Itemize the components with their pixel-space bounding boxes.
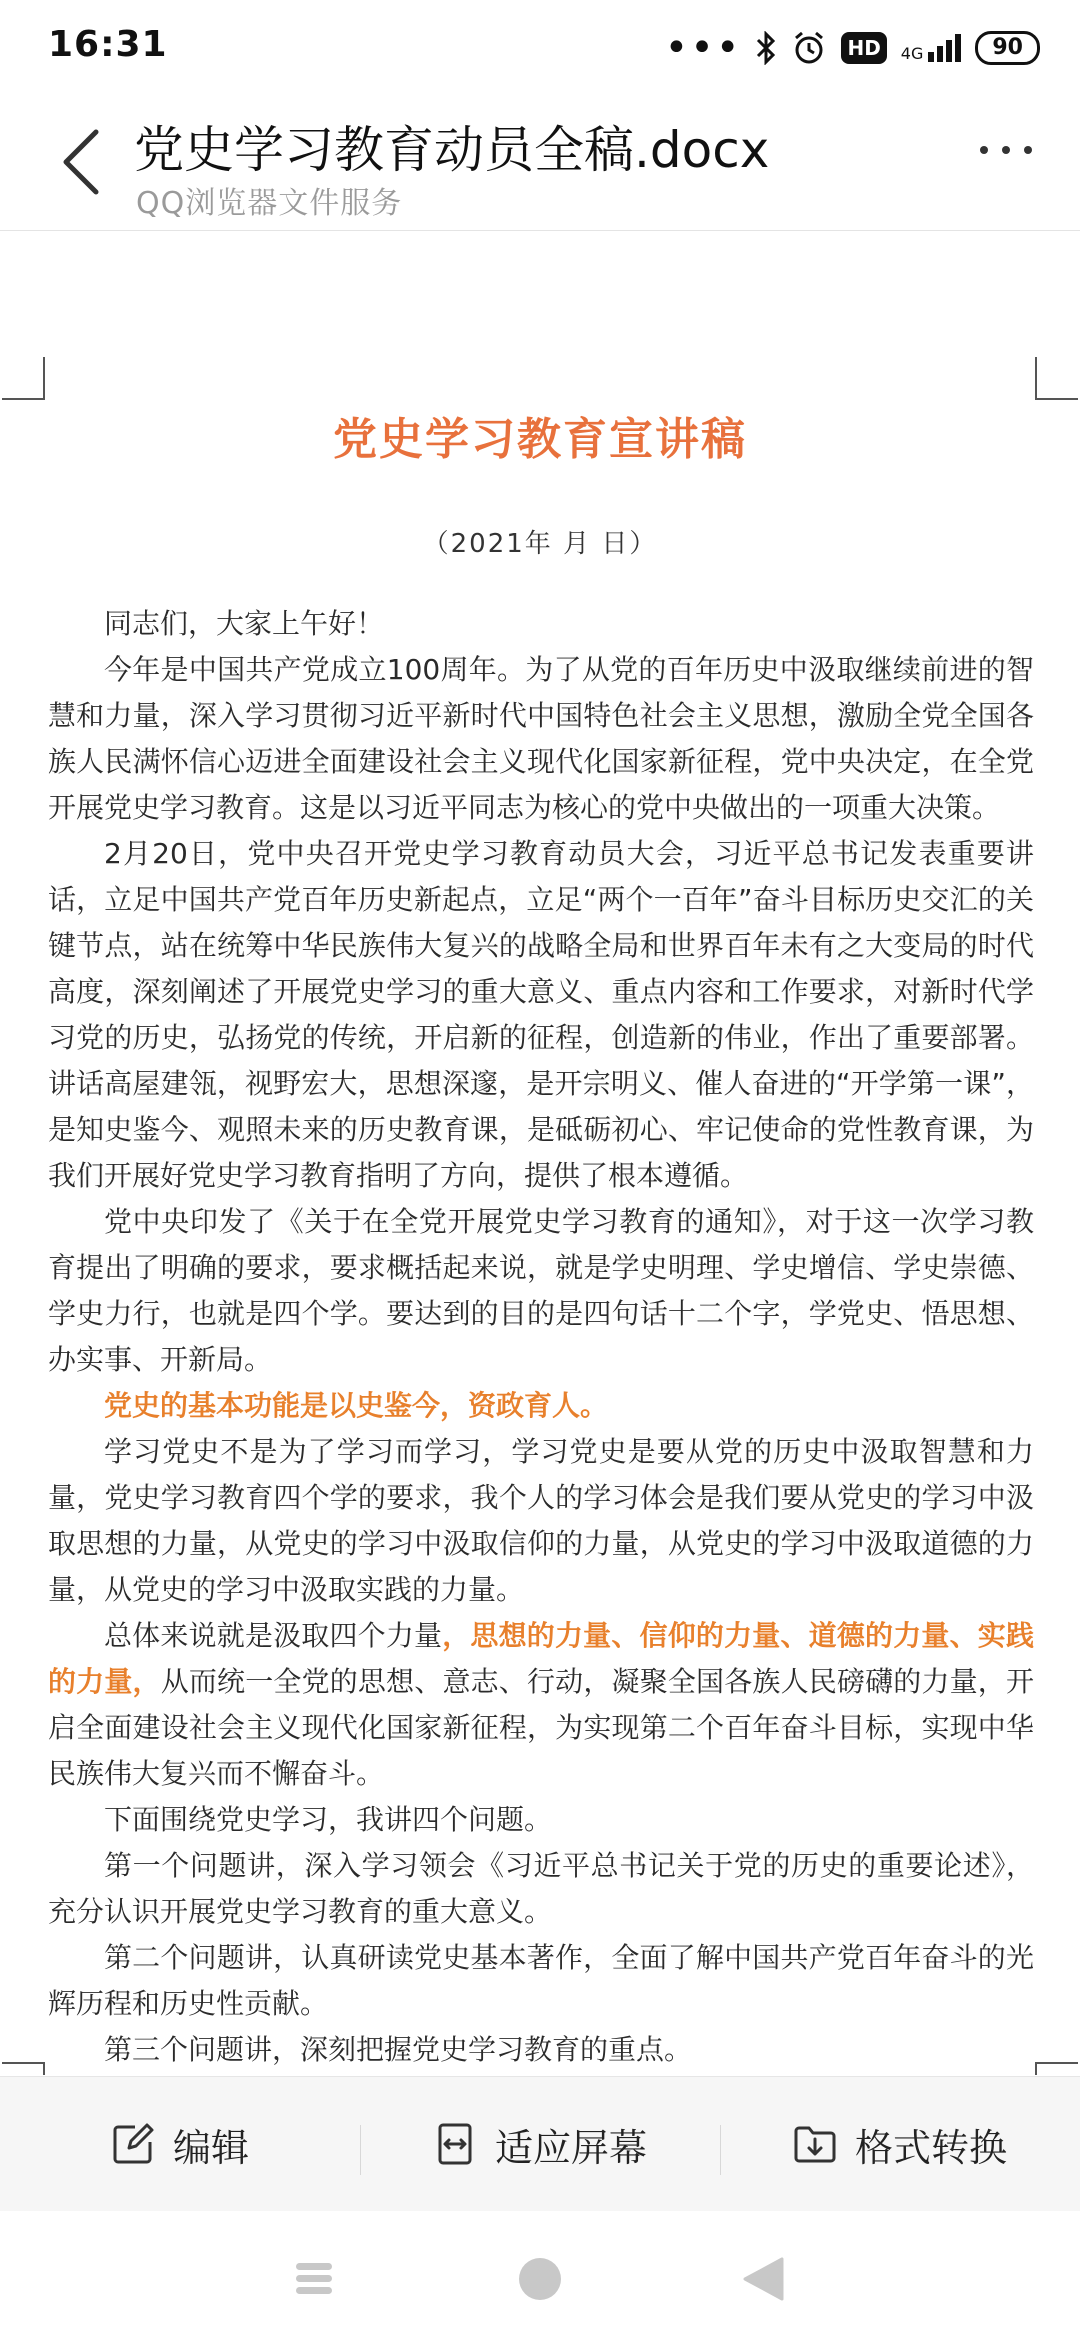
back-nav-icon[interactable] (742, 2257, 784, 2301)
paragraph: 党中央印发了《关于在全党开展党史学习教育的通知》，对于这一次学习教育提出了明确的要求，要求概括起来说，就是学史明理、学史增信、学史崇德、学史力行，也就是四个学。要达到的目的是四句话十二个字，学党史、悟思想、办实事、开新局。 (48, 1205, 1034, 1376)
crop-mark-top-left (2, 357, 46, 401)
highlight-text: ，思想的力量、信仰的力量、道德的力量、实践的力量， (48, 1619, 1034, 1698)
paragraph-text: 从而统一全党的思想、意志、行动，凝聚全国各族人民磅礴的力量，开启全面建设社会主义现代化国家新征程，为实现第二个百年奋斗目标，实现中华民族伟大复兴而不懈奋斗。 (48, 1665, 1034, 1790)
back-arrow-icon[interactable] (52, 122, 112, 202)
signal-icon (901, 34, 962, 62)
folder-download-icon (793, 2122, 837, 2166)
more-notifications-icon: ••• (664, 25, 742, 71)
hd-badge: HD (841, 32, 886, 64)
paragraph-text: 总体来说就是汲取四个力量 (104, 1619, 443, 1652)
status-icons (665, 24, 1040, 72)
crop-mark-bottom-right (1034, 2061, 1078, 2075)
paragraph (48, 2073, 1034, 2075)
battery-indicator: 90 (975, 31, 1040, 65)
file-title: 党史学习教育动员全稿.docx (134, 121, 770, 179)
format-convert-button[interactable] (720, 2117, 1080, 2172)
status-time: 16:31 (48, 24, 168, 65)
fit-screen-button[interactable] (360, 2117, 720, 2172)
highlight-paragraph: 党史的基本功能是以史鉴今，资政育人。 (104, 1389, 609, 1422)
paragraph: 学习党史不是为了学习而学习，学习党史是要从党的历史中汲取智慧和力量，党史学习教育四个学的要求，我个人的学习体会是我们要从党史的学习中汲取思想的力量，从党史的学习中汲取信仰的力量，从党史的学习中汲取道德的力量，从党史的学习中汲取实践的力量。 (48, 1435, 1034, 1606)
alarm-icon (791, 30, 827, 66)
bluetooth-icon (755, 31, 777, 65)
home-icon[interactable] (518, 2257, 562, 2301)
document-viewer[interactable] (0, 231, 1080, 2075)
edit-label: 编辑 (172, 2125, 249, 2170)
format-convert-label: 格式转换 (854, 2125, 1007, 2170)
paragraph: 2月20日，党中央召开党史学习教育动员大会，习近平总书记发表重要讲话，立足中国共产党百年历史新起点，立足“两个一百年”奋斗目标历史交汇的关键节点，站在统筹中华民族伟大复兴的战略全局和世界百年未有之大变局的时代高度，深刻阐述了开展党史学习的重大意义、重点内容和工作要求，对新时代学习党的历史，弘扬党的传统，开启新的征程，创造新的伟业，作出了重要部署。讲话高屋建瓴，视野宏大，思想深邃，是开宗明义、催人奋进的“开学第一课”，是知史鉴今、观照未来的历史教育课，是砥砺初心、牢记使命的党性教育课，为我们开展好党史学习教育指明了方向，提供了根本遵循。 (48, 837, 1034, 1192)
fit-screen-icon (433, 2122, 477, 2166)
network-type: 4G (900, 44, 924, 63)
paragraph: 下面围绕党史学习，我讲四个问题。 (104, 1803, 553, 1836)
more-menu-icon[interactable] (980, 146, 1032, 154)
paragraph: 第二个问题讲，认真研读党史基本著作，全面了解中国共产党百年奋斗的光辉历程和历史性贡献。 (48, 1941, 1034, 2020)
document-heading: 党史学习教育宣讲稿 (333, 414, 747, 465)
paragraph: 第三个问题讲，深刻把握党史学习教育的重点。 (104, 2033, 693, 2066)
menu-icon[interactable] (294, 2259, 334, 2299)
paragraph: 今年是中国共产党成立100周年。为了从党的百年历史中汲取继续前进的智慧和力量，深入学习贯彻习近平新时代中国特色社会主义思想，激励全党全国各族人民满怀信心迈进全面建设社会主义现代化国家新征程，党中央决定，在全党开展党史学习教育。这是以习近平同志为核心的党中央做出的一项重大决策。 (48, 653, 1034, 824)
file-source: QQ浏览器文件服务 (136, 186, 403, 221)
paragraph-mixed (48, 1613, 1034, 1797)
document-date: （2021年 月 日） (422, 529, 658, 559)
paragraph: 第一个问题讲，深入学习领会《习近平总书记关于党的历史的重要论述》，充分认识开展党史学习教育的重大意义。 (48, 1849, 1034, 1928)
crop-mark-bottom-left (2, 2061, 46, 2075)
fit-screen-label: 适应屏幕 (494, 2125, 647, 2170)
bottom-toolbar (0, 2076, 1080, 2211)
document-body (48, 601, 1034, 2075)
paragraph-greeting: 同志们，大家上午好！ (104, 607, 385, 640)
status-bar (0, 0, 1080, 96)
title-bar (0, 96, 1080, 231)
crop-mark-top-right (1034, 357, 1078, 401)
system-nav-bar (0, 2211, 1080, 2340)
edit-button[interactable] (0, 2117, 360, 2172)
edit-icon (111, 2122, 155, 2166)
